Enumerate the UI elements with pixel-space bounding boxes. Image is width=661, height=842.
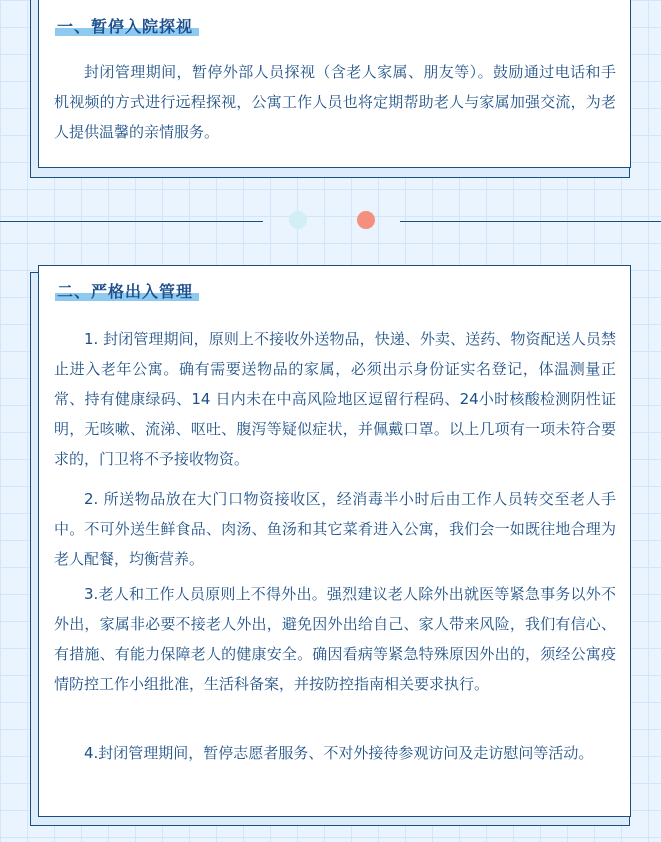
section-paragraph: 2. 所送物品放在大门口物资接收区，经消毒半小时后由工作人员转交至老人手中。不可外送生鲜食品、肉汤、鱼汤和其它菜肴进入公寓，我们会一如既往地合理为老人配餐，均衡营养。 — [54, 490, 616, 568]
section-paragraph: 封闭管理期间，暂停外部人员探视（含老人家属、朋友等）。鼓励通过电话和手机视频的方式进行远程探视，公寓工作人员也将定期帮助老人与家属加强交流，为老人提供温馨的亲情服务。 — [54, 63, 616, 141]
section-card-1 — [38, 0, 631, 168]
divider-dot-coral — [357, 211, 375, 229]
section-card-2 — [38, 265, 631, 817]
section-paragraph: 3.老人和工作人员原则上不得外出。强烈建议老人除外出就医等紧急事务以外不外出，家属非必要不接老人外出，避免因外出给自己、家人带来风险，我们有信心、有措施、有能力保障老人的健康安全。确因看病等紧急特殊原因外出的，须经公寓疫情防控工作小组批准，生活科备案，并按防控指南相关要求执行。 — [54, 585, 616, 693]
section-paragraph: 1. 封闭管理期间，原则上不接收外送物品，快递、外卖、送药、物资配送人员禁止进入老年公寓。确有需要送物品的家属，必须出示身份证实名登记，体温测量正常、持有健康绿码、14 日内未在中高风险地区逗留行程码、24小时核酸检测阴性证明，无咳嗽、流涕、呕吐、腹泻等疑似症状，并佩戴口罩。以上几项有一项未符合要求的，门卫将不予接收物资。 — [54, 330, 616, 468]
section-heading: 一、暂停入院探视 — [55, 16, 199, 38]
section-paragraph: 4.封闭管理期间，暂停志愿者服务、不对外接待参观访问及走访慰问等活动。 — [84, 744, 594, 762]
divider-dot-light — [289, 211, 307, 229]
divider-line-right — [400, 221, 661, 222]
section-heading: 二、严格出入管理 — [55, 281, 199, 303]
divider-line-left — [0, 221, 263, 222]
